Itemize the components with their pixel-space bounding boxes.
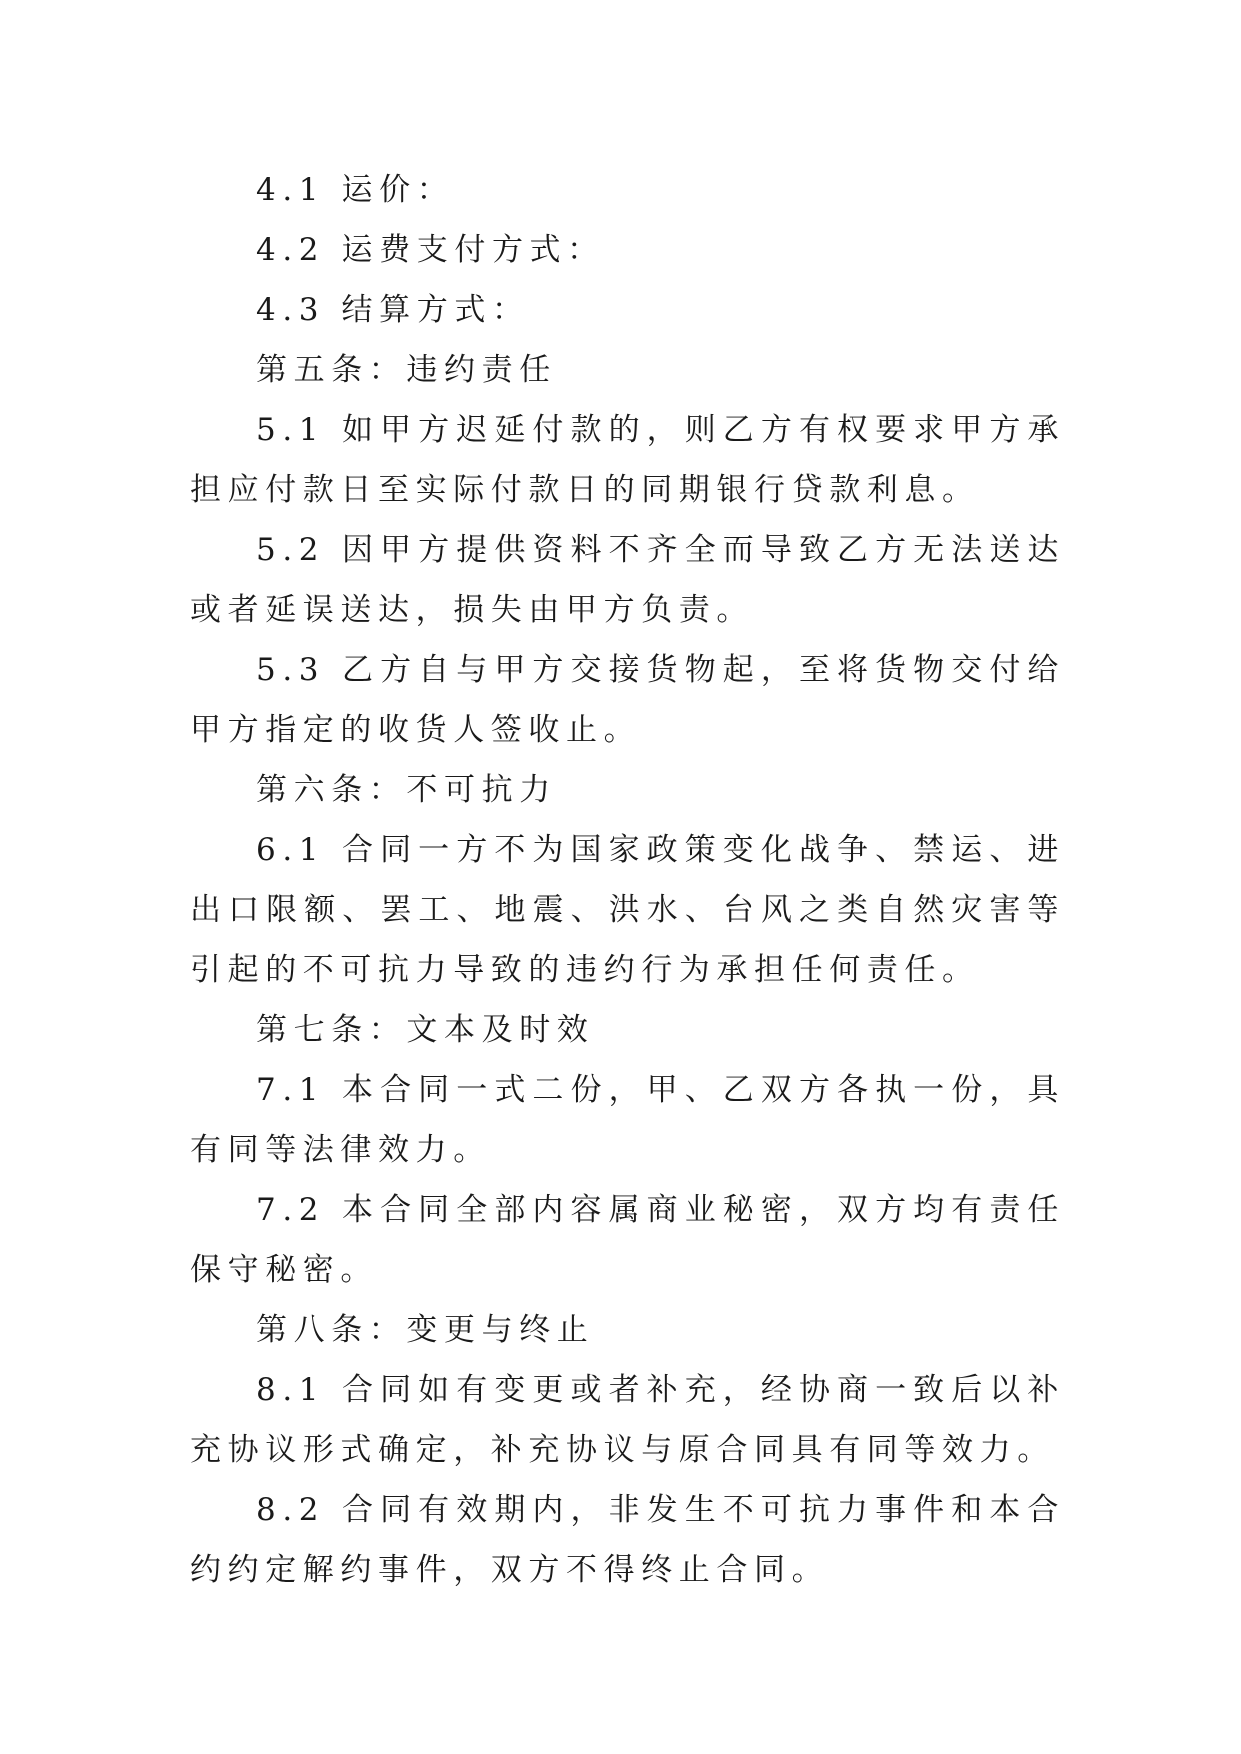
clause-7-2: 7.2 本合同全部内容属商业秘密，双方均有责任保守秘密。 — [190, 1192, 1065, 1288]
clause-7-1: 7.1 本合同一式二份，甲、乙双方各执一份，具有同等法律效力。 — [190, 1072, 1065, 1168]
clause-5-2: 5.2 因甲方提供资料不齐全而导致乙方无法送达或者延误送达，损失由甲方负责。 — [190, 532, 1065, 628]
clause-5-3: 5.3 乙方自与甲方交接货物起，至将货物交付给甲方指定的收货人签收止。 — [190, 652, 1065, 748]
article-8-heading: 第八条：变更与终止 — [256, 1312, 595, 1348]
article-7-heading: 第七条：文本及时效 — [256, 1012, 595, 1048]
clause-8-2: 8.2 合同有效期内，非发生不可抗力事件和本合约约定解约事件，双方不得终止合同。 — [190, 1492, 1065, 1588]
clause-4-2: 4.2 运费支付方式： — [256, 232, 605, 268]
clause-4-1: 4.1 运价： — [256, 172, 455, 208]
clause-8-1: 8.1 合同如有变更或者补充，经协商一致后以补充协议形式确定，补充协议与原合同具有同等效力。 — [190, 1372, 1065, 1468]
article-5-heading: 第五条：违约责任 — [256, 352, 557, 388]
clause-5-1: 5.1 如甲方迟延付款的，则乙方有权要求甲方承担应付款日至实际付款日的同期银行贷款利息。 — [190, 412, 1065, 508]
document-body — [190, 160, 1065, 1600]
article-6-heading: 第六条：不可抗力 — [256, 772, 557, 808]
clause-4-3: 4.3 结算方式： — [256, 292, 530, 328]
clause-6-1: 6.1 合同一方不为国家政策变化战争、禁运、进出口限额、罢工、地震、洪水、台风之类自然灾害等引起的不可抗力导致的违约行为承担任何责任。 — [190, 832, 1065, 988]
